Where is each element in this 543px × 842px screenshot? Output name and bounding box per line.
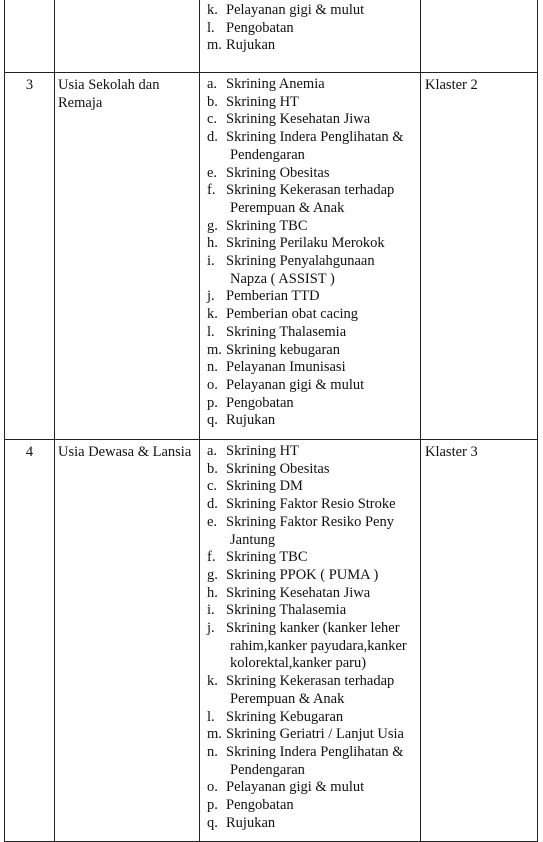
item-text <box>226 182 420 217</box>
item-line: Skrining kanker (kanker leher <box>226 620 400 637</box>
item-letter: j. <box>207 620 215 637</box>
item-letter: o. <box>207 779 218 796</box>
item-line-continued: kolorektal,kanker paru) <box>230 655 367 672</box>
item-letter: i. <box>207 602 215 619</box>
item-text <box>226 37 420 55</box>
list-item <box>207 673 420 708</box>
item-letter: e. <box>207 164 218 181</box>
list-item <box>207 359 420 377</box>
item-text <box>226 744 420 779</box>
list-item <box>207 20 420 38</box>
list-item <box>207 443 420 461</box>
item-line: Skrining Kekerasan terhadap <box>226 673 395 690</box>
item-letter: f. <box>207 182 216 199</box>
age-group: Usia Dewasa & Lansia <box>55 440 200 842</box>
cluster-label: Klaster 3 <box>421 440 538 842</box>
list-item <box>207 182 420 217</box>
item-line-continued: Pendengaran <box>230 146 305 163</box>
service-list <box>207 443 420 832</box>
item-line: Skrining DM <box>226 478 303 495</box>
item-line: Skrining TBC <box>226 549 308 566</box>
item-line: Skrining Anemia <box>226 76 325 92</box>
list-item <box>207 377 420 395</box>
list-item <box>207 253 420 288</box>
item-letter: i. <box>207 253 215 270</box>
item-line: Rujukan <box>226 412 276 429</box>
item-letter: a. <box>207 443 218 459</box>
item-line: Pemberian TTD <box>226 288 320 305</box>
list-item <box>207 797 420 815</box>
item-text <box>226 342 420 360</box>
list-item <box>207 412 420 430</box>
item-text <box>226 324 420 342</box>
item-letter: d. <box>207 496 218 513</box>
list-item <box>207 567 420 585</box>
item-text <box>226 620 420 673</box>
service-list <box>207 2 420 55</box>
item-line: Skrining Indera Penglihatan & <box>226 129 404 146</box>
item-line: Skrining Thalasemia <box>226 323 347 340</box>
item-line: Pengobatan <box>226 19 294 36</box>
item-letter: a. <box>207 76 218 92</box>
service-items <box>200 73 421 440</box>
item-letter: d. <box>207 129 218 146</box>
item-text <box>226 165 420 183</box>
row-number: 4 <box>5 440 55 842</box>
item-text <box>226 253 420 288</box>
item-line: Skrining TBC <box>226 217 308 234</box>
item-letter: k. <box>207 2 218 18</box>
list-item <box>207 165 420 183</box>
item-line-continued: Pendengaran <box>230 761 305 778</box>
cluster-label: Klaster 2 <box>421 73 538 440</box>
item-line: Skrining PPOK ( PUMA ) <box>226 566 379 583</box>
item-letter: q. <box>207 814 218 831</box>
item-line-continued: Napza ( ASSIST ) <box>230 270 335 287</box>
item-line: Skrining Kebugaran <box>226 708 344 725</box>
item-line: Pengobatan <box>226 394 294 411</box>
item-letter: l. <box>207 19 215 36</box>
item-text <box>226 602 420 620</box>
item-letter: k. <box>207 306 218 323</box>
table-row <box>5 0 538 73</box>
item-line: Pelayanan Imunisasi <box>226 359 346 376</box>
item-letter: h. <box>207 584 218 601</box>
item-line: Skrining Kesehatan Jiwa <box>226 111 371 128</box>
item-line-continued: Perempuan & Anak <box>230 690 345 707</box>
item-line: Skrining Thalasemia <box>226 602 347 619</box>
item-text <box>226 218 420 236</box>
list-item <box>207 549 420 567</box>
item-text <box>226 585 420 603</box>
item-text <box>226 726 420 744</box>
item-line: Pelayanan gigi & mulut <box>226 376 365 393</box>
service-table <box>4 0 538 842</box>
item-line: Pelayanan gigi & mulut <box>226 779 365 796</box>
service-list <box>207 76 420 430</box>
item-line: Skrining Faktor Resiko Peny <box>226 513 394 530</box>
item-letter: b. <box>207 93 218 110</box>
item-line-continued: rahim,kanker payudara,kanker <box>230 637 407 654</box>
cluster-label <box>421 0 538 73</box>
item-line: Skrining Obesitas <box>226 460 330 477</box>
item-line: Skrining Geriatri / Lanjut Usia <box>226 726 404 743</box>
item-letter: p. <box>207 394 218 411</box>
list-item <box>207 306 420 324</box>
item-line: Skrining Perilaku Merokok <box>226 235 385 252</box>
list-item <box>207 496 420 514</box>
item-letter: n. <box>207 743 218 760</box>
item-text <box>226 395 420 413</box>
service-items <box>200 440 421 842</box>
list-item <box>207 514 420 549</box>
item-text <box>226 306 420 324</box>
item-letter: m. <box>207 726 222 743</box>
item-line: Pelayanan gigi & mulut <box>226 2 365 18</box>
list-item <box>207 726 420 744</box>
item-letter: q. <box>207 412 218 429</box>
item-line: Skrining Kesehatan Jiwa <box>226 584 371 601</box>
list-item <box>207 620 420 673</box>
item-text <box>226 567 420 585</box>
item-line: Rujukan <box>226 814 276 831</box>
list-item <box>207 779 420 797</box>
item-letter: g. <box>207 566 218 583</box>
list-item <box>207 585 420 603</box>
item-line: Skrining Indera Penglihatan & <box>226 743 404 760</box>
list-item <box>207 111 420 129</box>
item-line: Skrining Faktor Resio Stroke <box>226 496 396 513</box>
item-letter: l. <box>207 323 215 340</box>
item-line: Pemberian obat cacing <box>226 306 359 323</box>
service-items <box>200 0 421 73</box>
list-item <box>207 324 420 342</box>
item-text <box>226 478 420 496</box>
item-letter: p. <box>207 797 218 814</box>
list-item <box>207 395 420 413</box>
item-text <box>226 359 420 377</box>
list-item <box>207 218 420 236</box>
list-item <box>207 478 420 496</box>
item-line: Pengobatan <box>226 797 294 814</box>
item-text <box>226 673 420 708</box>
age-group: Usia Sekolah dan Remaja <box>55 73 200 440</box>
item-line-continued: Perempuan & Anak <box>230 199 345 216</box>
table-row <box>5 440 538 842</box>
item-letter: o. <box>207 376 218 393</box>
row-number: 3 <box>5 73 55 440</box>
age-group <box>55 0 200 73</box>
list-item <box>207 94 420 112</box>
list-item <box>207 288 420 306</box>
list-item <box>207 2 420 20</box>
item-text <box>226 377 420 395</box>
item-text <box>226 288 420 306</box>
item-letter: j. <box>207 288 215 305</box>
item-letter: b. <box>207 460 218 477</box>
item-text <box>226 709 420 727</box>
item-text <box>226 76 420 94</box>
list-item <box>207 129 420 164</box>
item-letter: e. <box>207 513 218 530</box>
item-text <box>226 111 420 129</box>
list-item <box>207 461 420 479</box>
item-line: Skrining Kekerasan terhadap <box>226 182 395 199</box>
item-text <box>226 129 420 164</box>
item-letter: f. <box>207 549 216 566</box>
item-line: Rujukan <box>226 37 276 54</box>
item-line: Skrining Penyalahgunaan <box>226 253 375 270</box>
list-item <box>207 37 420 55</box>
item-text <box>226 496 420 514</box>
list-item <box>207 709 420 727</box>
item-letter: c. <box>207 111 218 128</box>
item-line: Skrining kebugaran <box>226 341 340 358</box>
item-text <box>226 2 420 20</box>
list-item <box>207 76 420 94</box>
item-text <box>226 797 420 815</box>
item-text <box>226 235 420 253</box>
item-text <box>226 94 420 112</box>
item-letter: n. <box>207 359 218 376</box>
item-letter: h. <box>207 235 218 252</box>
item-line: Skrining Obesitas <box>226 164 330 181</box>
item-letter: c. <box>207 478 218 495</box>
list-item <box>207 342 420 360</box>
item-letter: m. <box>207 37 222 54</box>
item-letter: m. <box>207 341 222 358</box>
table-row <box>5 73 538 440</box>
list-item <box>207 602 420 620</box>
item-text <box>226 549 420 567</box>
item-line: Skrining HT <box>226 443 299 459</box>
list-item <box>207 235 420 253</box>
item-letter: g. <box>207 217 218 234</box>
item-text <box>226 514 420 549</box>
item-text <box>226 461 420 479</box>
item-text <box>226 779 420 797</box>
list-item <box>207 744 420 779</box>
item-text <box>226 412 420 430</box>
item-line: Skrining HT <box>226 93 299 110</box>
row-number <box>5 0 55 73</box>
item-letter: l. <box>207 708 215 725</box>
item-line-continued: Jantung <box>230 531 276 548</box>
item-text <box>226 20 420 38</box>
item-text <box>226 443 420 461</box>
item-letter: k. <box>207 673 218 690</box>
